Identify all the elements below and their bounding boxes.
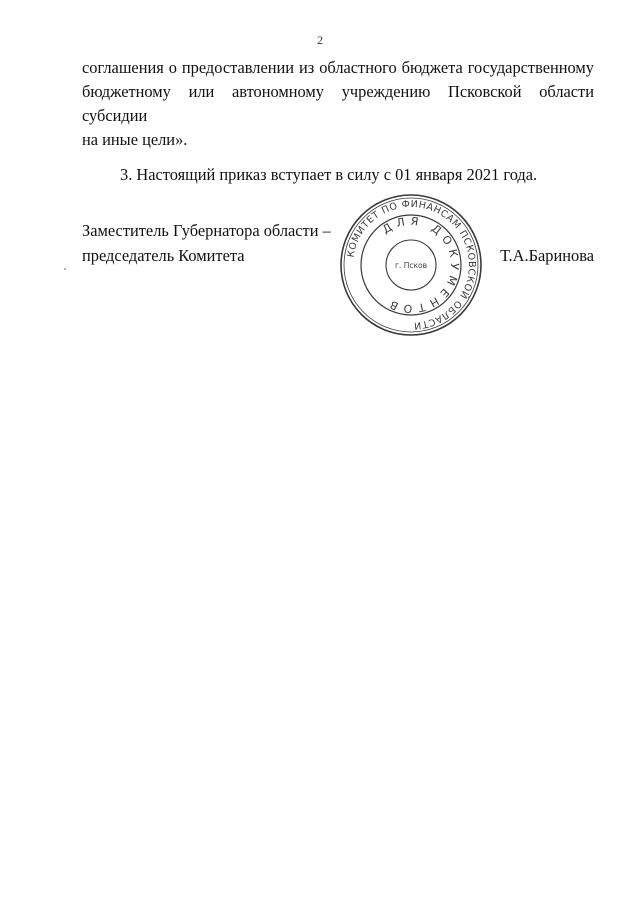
- scan-speck: [64, 268, 66, 270]
- stamp-center-text: г. Псков: [394, 261, 428, 270]
- paragraph-line-3: на иные цели».: [82, 130, 188, 149]
- document-body: [82, 56, 594, 187]
- paragraph-line-1: соглашения о предоставлении из областного бюджета государственному: [82, 58, 594, 77]
- official-stamp: [336, 190, 486, 340]
- signature-position: [82, 218, 331, 268]
- signature-position-line-2: председатель Комитета: [82, 246, 245, 265]
- stamp-outer-text: КОМИТЕТ ПО ФИНАНСАМ ПСКОВСКОЙ ОБЛАСТИ: [345, 198, 478, 332]
- page-number: 2: [317, 33, 323, 47]
- paragraph-line-2: бюджетному или автономному учреждению Псковской области субсидии: [82, 82, 594, 125]
- stamp-inner-text: ДЛЯ ДОКУМЕНТОВ: [380, 214, 462, 316]
- signer-name: Т.А.Баринова: [500, 246, 594, 265]
- clause-3: 3. Настоящий приказ вступает в силу с 01 января 2021 года.: [120, 165, 538, 184]
- signature-position-line-1: Заместитель Губернатора области –: [82, 221, 331, 240]
